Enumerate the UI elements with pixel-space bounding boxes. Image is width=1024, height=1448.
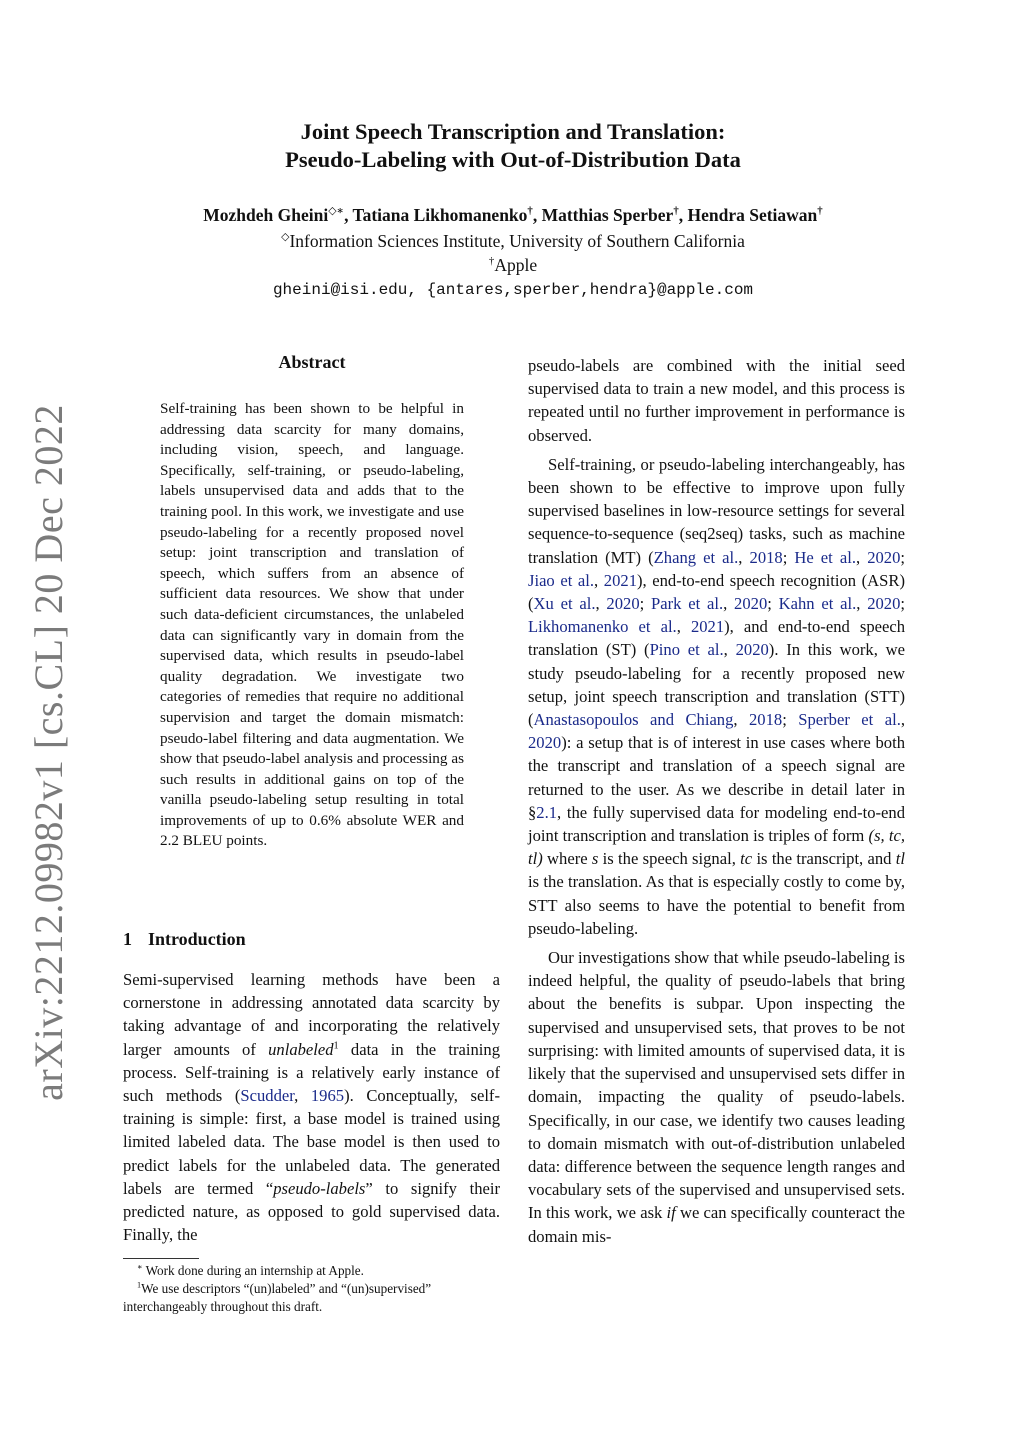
citation-link[interactable]: 2018	[749, 710, 783, 730]
section-title: Introduction	[148, 929, 246, 949]
right-paragraph-2	[528, 453, 905, 940]
text-run: ,	[294, 1086, 311, 1106]
text-run: is the translation. As that is especially costly to come by, STT also seems to have the potential to benefit from pseudo-labeling.	[528, 872, 905, 938]
paper-title	[120, 118, 906, 174]
text-run: data in the training process. Self-training is a relatively early instance of such methods (	[123, 1039, 500, 1106]
math-triple: (s, tc, tl)	[528, 826, 906, 869]
text-run: Our investigations show that while pseudo-labeling is indeed helpful, the quality of pseudo-labels that bring about the benefits is subpar. Upon inspecting the supervised and unsupervised sets, that proves to be not surprising: with limited amounts of supervised data, it is likely that the supervised and unsupervised sets differ in domain, impacting the quality of pseudo-labels. Specifically, in our case, we identify two causes leading to domain mismatch with out-of-distribution unlabeled data: difference between the sequence length ranges and vocabulary sets of the supervised and unsupervised sets. In this work, we ask	[528, 948, 905, 1223]
author-name: Matthias Sperber	[541, 205, 674, 225]
citation-link[interactable]: 2018	[749, 547, 783, 567]
citation-link[interactable]: 2020	[528, 733, 562, 753]
footnote-mark: 1	[137, 1280, 142, 1290]
affiliation-isi	[120, 229, 906, 253]
citation-link[interactable]: 1965	[310, 1086, 345, 1106]
footnotes	[123, 1262, 500, 1316]
citation-link[interactable]: Sperber et al.	[798, 710, 901, 730]
text-run: ,	[595, 594, 607, 614]
text-run: ,	[723, 640, 736, 660]
text-run: ;	[782, 547, 795, 567]
author-marks: †	[817, 205, 823, 218]
text-run: ;	[900, 594, 906, 614]
text-run: ,	[855, 547, 868, 567]
author-list	[120, 203, 906, 227]
emphasis-if: if	[666, 1203, 676, 1223]
abstract-text: Self-training has been shown to be helpful in addressing data scarcity for many domains, including vision, speech, and language. Specifically, self-training, or pseudo-labeling, labels unsupervised data and adds that to the training pool. In this work, we investigate and use pseudo-labeling for a recently proposed novel setup: joint transcription and translation of speech, which suffers from an absence of sufficient data resources. We show that under such data-deficient circumstances, the unlabeled data can significantly vary in domain from the supervised data, which results in pseudo-label quality degradation. We investigate two categories of remedies that require no additional supervision and target the domain mismatch: pseudo-label filtering and data augmentation. We show that pseudo-label analysis and processing as such results in additional gains on top of the vanilla pseudo-labeling setup resulting in total improvements of up to 0.6% absolute WER and 2.2 BLEU points.	[160, 400, 464, 850]
citation-link[interactable]: 2020	[734, 594, 768, 614]
citation-link[interactable]: 2020	[735, 640, 769, 660]
right-paragraph-3	[528, 946, 905, 1248]
affiliation-mark: ◇	[281, 231, 290, 244]
author-name: Hendra Setiawan	[687, 205, 818, 225]
author-marks: ◇∗	[328, 205, 345, 218]
arxiv-identifier	[25, 403, 71, 1101]
footnote-mark: ∗	[137, 1262, 143, 1272]
abstract-heading: Abstract	[278, 352, 346, 372]
text-run: ,	[856, 594, 868, 614]
citation-link[interactable]: Kahn et al.	[778, 594, 857, 614]
title-line-2: Pseudo-Labeling with Out-of-Distribution Data	[285, 147, 741, 172]
text-run: ), and end-to-end speech translation (ST) (	[528, 617, 906, 660]
citation-link[interactable]: 2020	[606, 594, 640, 614]
author-separator: ,	[532, 205, 542, 225]
affiliation-text: Information Sciences Institute, University of Southern California	[289, 231, 745, 251]
citation-link[interactable]: He et al.	[794, 547, 856, 567]
text-run: ,	[738, 547, 750, 567]
text-run: ). In this work, we study pseudo-labeling for a recently proposed new setup, joint speech transcription and translation (STT) (	[528, 640, 905, 730]
footnote-text: We use descriptors “(un)labeled” and “(un)supervised” interchangeably throughout this draft.	[123, 1281, 432, 1314]
math-s: s	[591, 849, 599, 869]
text-run: ” to signify their predicted nature, as opposed to gold supervised data. Finally, the	[123, 1178, 500, 1245]
citation-link[interactable]: Likhomanenko et al.	[528, 617, 677, 637]
text-run: ;	[767, 594, 779, 614]
footnote-item	[123, 1280, 500, 1316]
text-run: Semi-supervised learning methods have been a cornerstone in addressing annotated data scarcity by taking advantage of and incorporating the relatively larger amounts of	[123, 970, 500, 1059]
title-line-1: Joint Speech Transcription and Translation:	[300, 119, 726, 144]
author-name: Tatiana Likhomanenko	[352, 205, 528, 225]
citation-link[interactable]: 2021	[603, 570, 637, 590]
section-reference-link[interactable]: 2.1	[536, 802, 558, 822]
citation-link[interactable]: Park et al.	[651, 594, 724, 614]
section-heading-introduction	[123, 929, 246, 950]
citation-link[interactable]: Zhang et al.	[653, 547, 739, 567]
right-paragraph-1: pseudo-labels are combined with the initial seed supervised data to train a new model, and this process is repeated until no further improvement in performance is observed.	[528, 356, 905, 445]
text-run: ), end-to-end speech recognition (ASR) (	[528, 570, 905, 614]
text-run: , the fully supervised data for modeling end-to-end joint transcription and translation is triples of form	[528, 802, 905, 846]
author-name: Mozhdeh Gheini	[203, 205, 329, 225]
emphasis-unlabeled: unlabeled	[268, 1039, 334, 1059]
text-run: ;	[900, 547, 906, 567]
author-marks: †	[673, 205, 679, 218]
text-run: is the speech signal,	[598, 849, 741, 869]
affiliation-apple	[120, 253, 906, 277]
citation-link[interactable]: 2021	[690, 617, 725, 637]
text-run: ). Conceptually, self-training is simple: first, a base model is trained using limited labeled data. The base model is then used to predict labels for the unlabeled data. The generated labels are termed “	[123, 1086, 500, 1198]
introduction-paragraph-1	[123, 968, 500, 1252]
text-run: ;	[639, 594, 652, 614]
math-tc: tc	[740, 849, 753, 869]
citation-link[interactable]: Pino et al.	[649, 640, 724, 660]
text-run: ;	[782, 710, 799, 730]
section-number: 1	[123, 929, 132, 949]
footnote-text: Work done during an internship at Apple.	[142, 1263, 364, 1278]
author-emails: gheini@isi.edu, {antares,sperber,hendra}@apple.com	[272, 281, 754, 299]
text-run: where	[542, 849, 592, 869]
author-separator: ,	[678, 205, 688, 225]
math-tl: tl	[895, 849, 905, 869]
text-run: ,	[723, 594, 735, 614]
affiliation-text: Apple	[494, 255, 538, 275]
text-run: we can specifically counteract the domain mis-	[528, 1203, 905, 1246]
author-marks: †	[527, 205, 533, 218]
citation-link[interactable]: 2020	[867, 594, 901, 614]
emphasis-pseudo-labels: pseudo-labels	[273, 1178, 366, 1198]
right-column	[528, 354, 905, 1254]
citation-link[interactable]: Anastasopoulos and Chiang	[533, 710, 734, 730]
footnote-divider	[123, 1258, 199, 1259]
footnote-item	[123, 1262, 500, 1280]
citation-link[interactable]: Xu et al.	[533, 594, 596, 614]
footnote-ref[interactable]: 1	[333, 1040, 339, 1052]
arxiv-identifier-text: arXiv:2212.09982v1 [cs.CL] 20 Dec 2022	[25, 403, 71, 1101]
citation-link[interactable]: 2020	[867, 547, 901, 567]
text-run: ,	[733, 710, 749, 730]
text-run: is the transcript, and	[752, 849, 896, 869]
text-run: ,	[594, 570, 604, 590]
author-separator: ,	[344, 205, 353, 225]
text-run: ,	[676, 617, 691, 637]
affiliation-mark: †	[488, 255, 495, 268]
text-run: ): a setup that is of interest in use cases where both the transcript and translation of a speech signal are returned to the user. As we describe in detail later in §	[528, 733, 905, 822]
text-run: ,	[900, 710, 905, 730]
text-run: Self-training, or pseudo-labeling interchangeably, has been shown to be effective to improve upon fully supervised baselines in low-resource settings for several sequence-to-sequence (seq2seq) tasks, such as machine translation (MT) (	[528, 454, 905, 567]
citation-link[interactable]: Scudder	[240, 1086, 295, 1106]
citation-link[interactable]: Jiao et al.	[528, 570, 595, 590]
